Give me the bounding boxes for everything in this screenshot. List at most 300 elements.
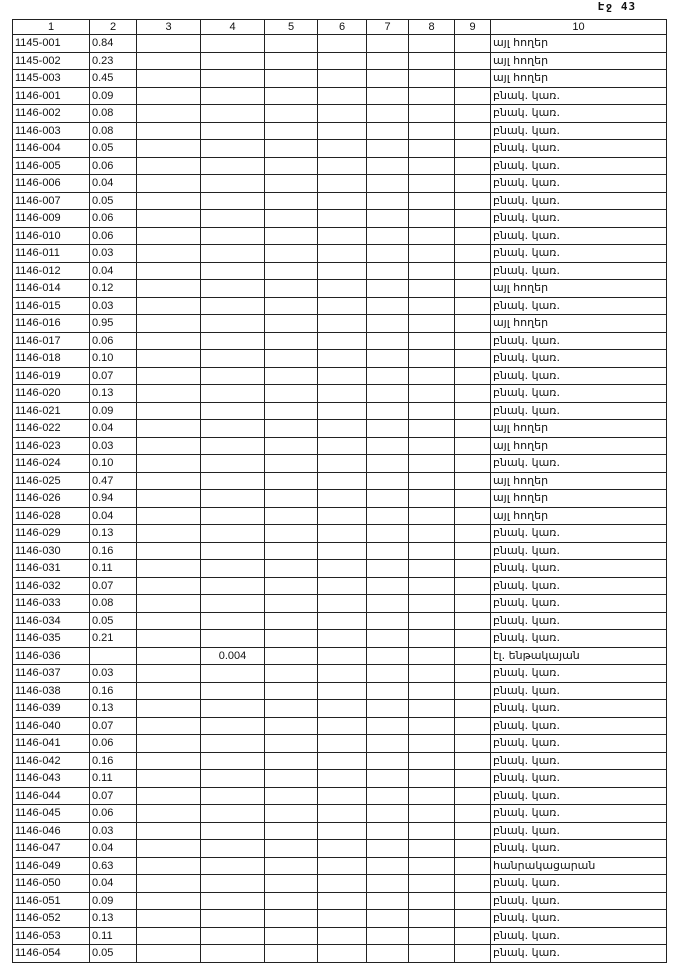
area-cell: 0.03 <box>90 822 137 840</box>
land-use-cell: բնակ. կառ. <box>491 717 667 735</box>
column-5-cell <box>265 122 318 140</box>
column-4-cell <box>201 455 265 473</box>
column-8-cell <box>409 647 455 665</box>
column-8-cell <box>409 805 455 823</box>
column-9-cell <box>455 910 491 928</box>
column-6-cell <box>318 822 367 840</box>
table-row <box>13 87 667 105</box>
column-3-cell <box>137 787 201 805</box>
column-4-cell <box>201 560 265 578</box>
column-3-cell <box>137 35 201 53</box>
table-row <box>13 682 667 700</box>
table-row <box>13 385 667 403</box>
column-3-cell <box>137 70 201 88</box>
column-4-cell <box>201 507 265 525</box>
column-3-cell <box>137 577 201 595</box>
column-7-cell <box>367 490 409 508</box>
column-9-cell <box>455 560 491 578</box>
column-5-cell <box>265 385 318 403</box>
column-7-cell <box>367 875 409 893</box>
parcel-code-cell: 1146-014 <box>13 280 90 298</box>
column-7-cell <box>367 700 409 718</box>
column-6-cell <box>318 227 367 245</box>
column-9-cell <box>455 140 491 158</box>
column-6-cell <box>318 262 367 280</box>
column-6-cell <box>318 122 367 140</box>
column-4-cell <box>201 682 265 700</box>
column-7-cell <box>367 227 409 245</box>
column-5-cell <box>265 420 318 438</box>
column-5-cell <box>265 402 318 420</box>
parcel-code-cell: 1146-033 <box>13 595 90 613</box>
column-4-cell <box>201 577 265 595</box>
area-cell: 0.07 <box>90 577 137 595</box>
land-use-cell: բնակ. կառ. <box>491 122 667 140</box>
column-4-cell: 0.004 <box>201 647 265 665</box>
column-9-cell <box>455 630 491 648</box>
column-6-cell <box>318 752 367 770</box>
header-row <box>13 20 667 35</box>
column-8-cell <box>409 892 455 910</box>
column-3-cell <box>137 490 201 508</box>
parcel-code-cell: 1146-030 <box>13 542 90 560</box>
area-cell: 0.08 <box>90 595 137 613</box>
column-9-cell <box>455 945 491 963</box>
column-5-cell <box>265 560 318 578</box>
column-5-cell <box>265 892 318 910</box>
column-4-cell <box>201 385 265 403</box>
column-3-cell <box>137 805 201 823</box>
column-6-cell <box>318 315 367 333</box>
column-9-cell <box>455 315 491 333</box>
column-8-cell <box>409 52 455 70</box>
column-8-cell <box>409 735 455 753</box>
column-8-cell <box>409 927 455 945</box>
column-4-cell <box>201 105 265 123</box>
column-3-cell <box>137 455 201 473</box>
column-header-8: 8 <box>409 20 455 35</box>
area-cell: 0.94 <box>90 490 137 508</box>
column-4-cell <box>201 437 265 455</box>
land-use-cell: այլ հողեր <box>491 490 667 508</box>
column-5-cell <box>265 857 318 875</box>
table-row <box>13 735 667 753</box>
column-7-cell <box>367 385 409 403</box>
column-4-cell <box>201 910 265 928</box>
column-8-cell <box>409 472 455 490</box>
column-3-cell <box>137 122 201 140</box>
column-4-cell <box>201 52 265 70</box>
land-use-cell: բնակ. կառ. <box>491 840 667 858</box>
column-3-cell <box>137 752 201 770</box>
column-7-cell <box>367 297 409 315</box>
land-use-cell: բնակ. կառ. <box>491 87 667 105</box>
column-5-cell <box>265 52 318 70</box>
parcel-code-cell: 1146-018 <box>13 350 90 368</box>
area-cell: 0.63 <box>90 857 137 875</box>
land-use-cell: այլ հողեր <box>491 52 667 70</box>
page-number-label: Էջ 43 <box>598 0 637 13</box>
parcel-code-cell: 1146-051 <box>13 892 90 910</box>
land-use-cell: այլ հողեր <box>491 420 667 438</box>
column-6-cell <box>318 52 367 70</box>
column-6-cell <box>318 507 367 525</box>
column-4-cell <box>201 35 265 53</box>
column-8-cell <box>409 437 455 455</box>
parcel-code-cell: 1146-043 <box>13 770 90 788</box>
column-3-cell <box>137 945 201 963</box>
column-5-cell <box>265 367 318 385</box>
column-3-cell <box>137 822 201 840</box>
land-use-cell: այլ հողեր <box>491 35 667 53</box>
parcel-code-cell: 1146-019 <box>13 367 90 385</box>
area-cell: 0.06 <box>90 227 137 245</box>
column-9-cell <box>455 507 491 525</box>
column-5-cell <box>265 210 318 228</box>
table-row <box>13 787 667 805</box>
column-9-cell <box>455 927 491 945</box>
area-cell: 0.06 <box>90 157 137 175</box>
column-9-cell <box>455 787 491 805</box>
column-4-cell <box>201 735 265 753</box>
parcel-code-cell: 1146-025 <box>13 472 90 490</box>
column-8-cell <box>409 682 455 700</box>
column-4-cell <box>201 245 265 263</box>
land-use-cell: բնակ. կառ. <box>491 105 667 123</box>
column-5-cell <box>265 525 318 543</box>
column-7-cell <box>367 140 409 158</box>
column-7-cell <box>367 752 409 770</box>
parcel-code-cell: 1146-046 <box>13 822 90 840</box>
table-row <box>13 175 667 193</box>
column-4-cell <box>201 700 265 718</box>
parcel-code-cell: 1146-034 <box>13 612 90 630</box>
column-4-cell <box>201 367 265 385</box>
column-8-cell <box>409 490 455 508</box>
land-parcel-table <box>12 19 667 963</box>
column-3-cell <box>137 927 201 945</box>
column-6-cell <box>318 157 367 175</box>
column-6-cell <box>318 402 367 420</box>
column-7-cell <box>367 105 409 123</box>
table-row <box>13 105 667 123</box>
parcel-code-cell: 1146-031 <box>13 560 90 578</box>
column-4-cell <box>201 227 265 245</box>
table-row <box>13 700 667 718</box>
column-6-cell <box>318 420 367 438</box>
column-9-cell <box>455 840 491 858</box>
column-6-cell <box>318 70 367 88</box>
column-6-cell <box>318 472 367 490</box>
column-9-cell <box>455 875 491 893</box>
table-row <box>13 507 667 525</box>
area-cell: 0.03 <box>90 245 137 263</box>
column-9-cell <box>455 752 491 770</box>
column-4-cell <box>201 875 265 893</box>
column-9-cell <box>455 70 491 88</box>
column-9-cell <box>455 297 491 315</box>
column-6-cell <box>318 175 367 193</box>
column-8-cell <box>409 315 455 333</box>
column-6-cell <box>318 612 367 630</box>
land-use-cell: այլ հողեր <box>491 70 667 88</box>
area-cell: 0.21 <box>90 630 137 648</box>
column-5-cell <box>265 140 318 158</box>
column-7-cell <box>367 892 409 910</box>
column-6-cell <box>318 105 367 123</box>
table-row <box>13 315 667 333</box>
column-3-cell <box>137 682 201 700</box>
column-6-cell <box>318 805 367 823</box>
column-7-cell <box>367 630 409 648</box>
column-6-cell <box>318 332 367 350</box>
land-use-cell: այլ հողեր <box>491 507 667 525</box>
column-8-cell <box>409 350 455 368</box>
land-use-cell: բնակ. կառ. <box>491 140 667 158</box>
column-8-cell <box>409 385 455 403</box>
table-row <box>13 157 667 175</box>
land-use-cell: բնակ. կառ. <box>491 560 667 578</box>
table-row <box>13 752 667 770</box>
table-row <box>13 420 667 438</box>
land-use-cell: բնակ. կառ. <box>491 385 667 403</box>
column-5-cell <box>265 595 318 613</box>
column-7-cell <box>367 122 409 140</box>
column-5-cell <box>265 297 318 315</box>
column-8-cell <box>409 262 455 280</box>
column-6-cell <box>318 875 367 893</box>
table-row <box>13 717 667 735</box>
land-use-cell: բնակ. կառ. <box>491 262 667 280</box>
column-4-cell <box>201 315 265 333</box>
column-9-cell <box>455 245 491 263</box>
column-7-cell <box>367 210 409 228</box>
column-4-cell <box>201 140 265 158</box>
column-8-cell <box>409 210 455 228</box>
column-6-cell <box>318 385 367 403</box>
column-5-cell <box>265 350 318 368</box>
column-5-cell <box>265 262 318 280</box>
column-6-cell <box>318 437 367 455</box>
table-row <box>13 945 667 963</box>
area-cell: 0.08 <box>90 122 137 140</box>
parcel-code-cell: 1145-002 <box>13 52 90 70</box>
column-5-cell <box>265 630 318 648</box>
column-8-cell <box>409 70 455 88</box>
column-3-cell <box>137 507 201 525</box>
column-6-cell <box>318 840 367 858</box>
land-use-cell: բնակ. կառ. <box>491 875 667 893</box>
parcel-code-cell: 1146-047 <box>13 840 90 858</box>
column-3-cell <box>137 350 201 368</box>
column-6-cell <box>318 87 367 105</box>
area-cell: 0.04 <box>90 507 137 525</box>
area-cell: 0.13 <box>90 910 137 928</box>
column-8-cell <box>409 612 455 630</box>
area-cell: 0.13 <box>90 700 137 718</box>
column-5-cell <box>265 332 318 350</box>
table-row <box>13 245 667 263</box>
land-use-cell: բնակ. կառ. <box>491 822 667 840</box>
column-7-cell <box>367 175 409 193</box>
column-4-cell <box>201 857 265 875</box>
column-6-cell <box>318 927 367 945</box>
column-4-cell <box>201 490 265 508</box>
table-row <box>13 595 667 613</box>
parcel-code-cell: 1146-041 <box>13 735 90 753</box>
column-header-2: 2 <box>90 20 137 35</box>
area-cell: 0.09 <box>90 892 137 910</box>
area-cell: 0.06 <box>90 805 137 823</box>
column-6-cell <box>318 525 367 543</box>
column-7-cell <box>367 857 409 875</box>
area-cell: 0.09 <box>90 402 137 420</box>
table-row <box>13 490 667 508</box>
area-cell: 0.04 <box>90 175 137 193</box>
parcel-code-cell: 1146-029 <box>13 525 90 543</box>
column-6-cell <box>318 945 367 963</box>
column-4-cell <box>201 612 265 630</box>
column-8-cell <box>409 332 455 350</box>
area-cell: 0.04 <box>90 262 137 280</box>
column-9-cell <box>455 262 491 280</box>
column-5-cell <box>265 175 318 193</box>
area-cell: 0.08 <box>90 105 137 123</box>
column-4-cell <box>201 945 265 963</box>
column-5-cell <box>265 542 318 560</box>
column-9-cell <box>455 822 491 840</box>
area-cell: 0.05 <box>90 945 137 963</box>
column-9-cell <box>455 735 491 753</box>
land-use-cell: այլ հողեր <box>491 315 667 333</box>
column-4-cell <box>201 70 265 88</box>
column-3-cell <box>137 245 201 263</box>
column-6-cell <box>318 350 367 368</box>
land-use-cell: բնակ. կառ. <box>491 630 667 648</box>
column-4-cell <box>201 805 265 823</box>
column-7-cell <box>367 420 409 438</box>
area-cell: 0.12 <box>90 280 137 298</box>
land-use-cell: բնակ. կառ. <box>491 542 667 560</box>
column-3-cell <box>137 665 201 683</box>
column-8-cell <box>409 700 455 718</box>
area-cell: 0.07 <box>90 717 137 735</box>
column-9-cell <box>455 647 491 665</box>
land-use-cell: բնակ. կառ. <box>491 192 667 210</box>
table-row <box>13 542 667 560</box>
column-4-cell <box>201 175 265 193</box>
table-row <box>13 280 667 298</box>
parcel-code-cell: 1146-024 <box>13 455 90 473</box>
column-3-cell <box>137 735 201 753</box>
column-7-cell <box>367 87 409 105</box>
parcel-code-cell: 1146-007 <box>13 192 90 210</box>
column-5-cell <box>265 490 318 508</box>
column-9-cell <box>455 595 491 613</box>
column-3-cell <box>137 192 201 210</box>
area-cell: 0.95 <box>90 315 137 333</box>
column-8-cell <box>409 245 455 263</box>
column-4-cell <box>201 542 265 560</box>
area-cell: 0.16 <box>90 542 137 560</box>
column-3-cell <box>137 630 201 648</box>
column-5-cell <box>265 805 318 823</box>
parcel-code-cell: 1146-006 <box>13 175 90 193</box>
column-3-cell <box>137 385 201 403</box>
area-cell: 0.11 <box>90 927 137 945</box>
column-4-cell <box>201 472 265 490</box>
column-3-cell <box>137 87 201 105</box>
land-use-cell: բնակ. կառ. <box>491 210 667 228</box>
column-8-cell <box>409 227 455 245</box>
column-7-cell <box>367 507 409 525</box>
area-cell: 0.13 <box>90 525 137 543</box>
column-8-cell <box>409 87 455 105</box>
column-5-cell <box>265 927 318 945</box>
table-row <box>13 612 667 630</box>
table-row <box>13 472 667 490</box>
column-5-cell <box>265 87 318 105</box>
land-use-cell: հանրակացարան <box>491 857 667 875</box>
land-use-cell: բնակ. կառ. <box>491 402 667 420</box>
land-use-cell: բնակ. կառ. <box>491 700 667 718</box>
area-cell <box>90 647 137 665</box>
column-6-cell <box>318 665 367 683</box>
parcel-code-cell: 1145-003 <box>13 70 90 88</box>
area-cell: 0.04 <box>90 875 137 893</box>
column-6-cell <box>318 595 367 613</box>
column-9-cell <box>455 192 491 210</box>
column-9-cell <box>455 770 491 788</box>
column-5-cell <box>265 472 318 490</box>
column-6-cell <box>318 455 367 473</box>
column-6-cell <box>318 35 367 53</box>
table-body <box>13 35 667 963</box>
column-9-cell <box>455 717 491 735</box>
parcel-code-cell: 1146-016 <box>13 315 90 333</box>
column-9-cell <box>455 122 491 140</box>
column-7-cell <box>367 262 409 280</box>
column-9-cell <box>455 157 491 175</box>
column-3-cell <box>137 210 201 228</box>
column-6-cell <box>318 280 367 298</box>
parcel-code-cell: 1146-052 <box>13 910 90 928</box>
column-9-cell <box>455 175 491 193</box>
column-3-cell <box>137 857 201 875</box>
column-3-cell <box>137 280 201 298</box>
column-8-cell <box>409 297 455 315</box>
column-3-cell <box>137 472 201 490</box>
land-use-cell: բնակ. կառ. <box>491 245 667 263</box>
column-5-cell <box>265 735 318 753</box>
column-4-cell <box>201 262 265 280</box>
table-row <box>13 35 667 53</box>
column-9-cell <box>455 210 491 228</box>
area-cell: 0.04 <box>90 420 137 438</box>
column-7-cell <box>367 787 409 805</box>
column-9-cell <box>455 542 491 560</box>
column-7-cell <box>367 717 409 735</box>
parcel-code-cell: 1146-015 <box>13 297 90 315</box>
column-7-cell <box>367 315 409 333</box>
land-use-cell: բնակ. կառ. <box>491 735 667 753</box>
column-4-cell <box>201 280 265 298</box>
column-5-cell <box>265 752 318 770</box>
area-cell: 0.03 <box>90 437 137 455</box>
column-4-cell <box>201 752 265 770</box>
column-6-cell <box>318 717 367 735</box>
column-8-cell <box>409 192 455 210</box>
